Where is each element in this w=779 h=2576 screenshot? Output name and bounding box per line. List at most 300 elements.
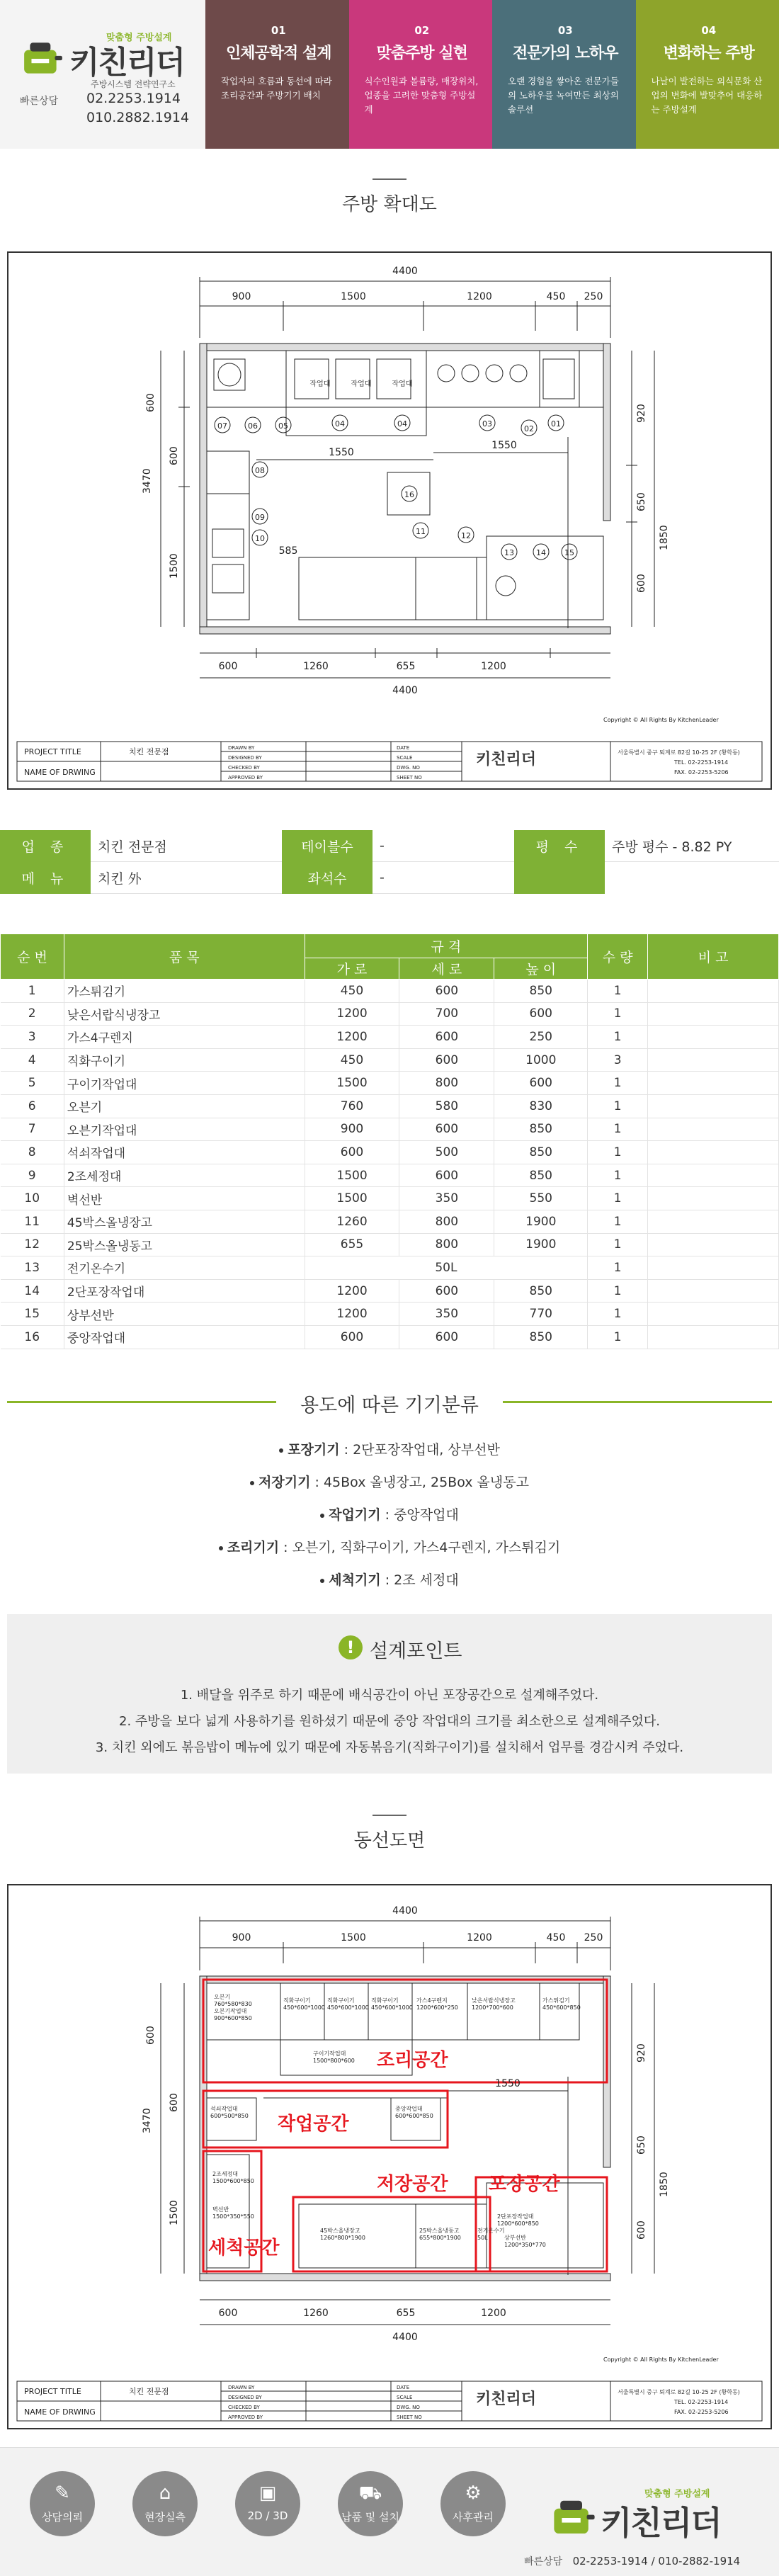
cell-name: 45박스올냉장고 [64,1210,305,1233]
cell-note [648,1187,779,1210]
spec-seats-label: 좌석수 [282,862,373,894]
cell-depth: 600 [399,1048,494,1072]
table-row [1,1118,779,1141]
marker-08: 08 [255,466,265,475]
feature-number: 04 [701,24,717,37]
cell-spec: 50L [305,1256,588,1280]
spec-menu-value: 치킨 外 [91,862,282,894]
cell-width: 450 [305,1048,399,1072]
cell-name: 전기온수기 [64,1256,305,1280]
cell-no: 13 [1,1256,64,1280]
flow-tb-dwg-no: DWG. NO [397,2405,420,2410]
spec-industry-label: 업 종 [0,830,91,862]
feature-card-1 [205,0,349,149]
flow-label-upper-shelf: 상부선반 1200*350*770 [504,2235,546,2248]
cell-note [648,1210,779,1233]
spec-tables-label: 테이블수 [282,830,373,862]
cell-name: 상부선반 [64,1303,305,1326]
section-divider [373,1815,406,1816]
cell-width: 1500 [305,1164,399,1187]
flow-dim-bottom-4: 1200 [481,2308,506,2319]
table-row [1,1094,779,1118]
cell-name: 오븐기 [64,1094,305,1118]
bullet-icon [320,1514,324,1518]
kitchen-plan-svg [8,253,771,788]
spec-tables-value: - [373,830,514,862]
usage-item [0,1466,779,1499]
cell-name: 낮은서랍식냉장고 [64,1002,305,1026]
logo-icon [551,2495,598,2541]
flow-dim-right-2: 650 [636,2135,647,2155]
cell-name: 벽선반 [64,1187,305,1210]
phone-number-1[interactable]: 02.2253.1914 [86,91,181,106]
cell-no: 3 [1,1026,64,1049]
usage-header [0,1388,779,1417]
tb-fax: FAX. 02-2253-5206 [674,769,729,776]
cell-depth: 700 [399,1002,494,1026]
footer-consult-button[interactable] [30,2471,95,2536]
cell-width: 1200 [305,1279,399,1303]
cell-height: 850 [494,1164,588,1187]
usage-item [0,1564,779,1596]
tb-tel: TEL. 02-2253-1914 [674,759,729,766]
footer-measure-button[interactable] [132,2471,198,2536]
section-title-usage: 용도에 따른 기기분류 [300,1395,479,1417]
cell-qty: 1 [588,1118,648,1141]
feature-desc: 나날이 발전하는 외식문화 산업의 변화에 발맞추어 대응하는 주방설계 [651,76,763,115]
cell-height: 850 [494,1141,588,1164]
marker-04b: 04 [335,419,345,429]
tb-designed-by: DESIGNED BY [228,755,262,761]
cell-width: 1260 [305,1210,399,1233]
phone-number-2[interactable]: 010.2882.1914 [86,110,190,125]
cell-qty: 1 [588,1026,648,1049]
footer-2d3d-button[interactable] [235,2471,300,2536]
cell-depth: 350 [399,1303,494,1326]
cell-note [648,1256,779,1280]
usage-item [0,1499,779,1531]
footer-button-label: 사후관리 [453,2511,494,2524]
flow-tb-checked-by: CHECKED BY [228,2405,260,2410]
dim-top-2: 1500 [341,291,366,302]
dim-1550-left: 1550 [329,447,354,458]
flow-tb-designed-by: DESIGNED BY [228,2395,262,2400]
feature-card-2 [349,0,493,149]
cell-name: 직화구이기 [64,1048,305,1072]
flow-dim-bottom-1: 600 [218,2308,238,2319]
flow-dim-left-1: 600 [145,2026,157,2045]
cell-width: 1500 [305,1187,399,1210]
flow-dim-right-4: 600 [636,2220,647,2240]
footer-phone-label: 빠른상담 [524,2556,563,2568]
feature-title: 전문가의 노하우 [513,45,618,62]
cell-note [648,1094,779,1118]
cell-no: 1 [1,980,64,1003]
flow-dim-right-1: 920 [636,2043,647,2062]
table-row [1,1072,779,1095]
marker-16: 16 [404,490,414,499]
cell-depth: 600 [399,1325,494,1349]
cell-name: 2조세정대 [64,1164,305,1187]
cell-no: 16 [1,1325,64,1349]
usage-key: 세척기기 [329,1572,381,1588]
cell-width: 1200 [305,1303,399,1326]
cell-width: 1500 [305,1072,399,1095]
feature-number: 01 [271,24,286,37]
monitor-icon: ▣ [258,2483,277,2504]
cell-height: 550 [494,1187,588,1210]
bullet-icon [320,1579,324,1583]
dim-left-2: 600 [169,446,180,465]
flow-dim-left-3: 1500 [169,2200,180,2225]
col-no: 순 번 [1,934,64,980]
cell-name: 가스튀김기 [64,980,305,1003]
flow-tb-brand-name: 키친리더 [476,2390,537,2408]
cell-no: 9 [1,1164,64,1187]
flow-label-freezer25: 25박스올냉동고 655*800*1900 [419,2228,461,2241]
flow-dim-top-2: 1500 [341,1932,366,1944]
feature-title: 맞춤주방 실현 [376,45,467,62]
tb-project-title-label: PROJECT TITLE [24,747,81,756]
zone-label-storage: 저장공간 [377,2174,448,2195]
flow-plan-drawing [7,1884,772,2429]
feature-title: 변화하는 주방 [663,45,754,62]
dim-top-1: 900 [232,291,251,302]
cell-depth: 800 [399,1210,494,1233]
spec-empty-cell [514,862,605,894]
flow-dim-top-4: 450 [546,1932,566,1944]
usage-value: : 오븐기, 직화구이기, 가스4구렌지, 가스튀김기 [279,1540,561,1555]
cell-no: 10 [1,1187,64,1210]
table-row [1,1256,779,1280]
footer-brand [545,2483,758,2561]
tb-brand-name: 키친리더 [476,751,537,768]
marker-01: 01 [551,419,561,429]
cell-depth: 580 [399,1094,494,1118]
dim-total-bottom: 4400 [392,685,418,696]
flow-label-pack-table: 2단포장작업대 1200*600*850 [497,2213,539,2227]
col-qty: 수 량 [588,934,648,980]
dim-left-total: 3470 [142,468,153,494]
exclamation-icon: ! [339,1635,363,1659]
cell-no: 8 [1,1141,64,1164]
table-row [1,1210,779,1233]
col-height: 높 이 [494,958,588,980]
cell-name: 가스4구렌지 [64,1026,305,1049]
feature-card-3 [492,0,636,149]
section-title-flow: 동선도면 [353,1830,426,1851]
cell-qty: 1 [588,1164,648,1187]
equipment-table [0,934,779,1349]
flow-dim-left-total: 3470 [142,2108,153,2133]
dim-bottom-3: 655 [396,661,416,672]
table-row [1,1233,779,1256]
usage-value: : 중앙작업대 [380,1507,459,1523]
cell-name: 오븐기작업대 [64,1118,305,1141]
zone-label-wash: 세척공간 [208,2237,280,2259]
table-row [1,1279,779,1303]
marker-15: 15 [564,548,574,557]
flow-dim-bottom-2: 1260 [303,2308,329,2319]
cell-qty: 1 [588,980,648,1003]
marker-11: 11 [416,527,426,536]
tb-copyright: Copyright © All Rights By KitchenLeader [603,717,719,723]
spec-industry-value: 치킨 전문점 [91,830,282,862]
cell-no: 15 [1,1303,64,1326]
flow-label-grill-table: 구이기작업대 1500*800*600 [313,2050,355,2064]
flow-dim-1550: 1550 [495,2078,521,2089]
usage-key: 작업기기 [329,1507,381,1523]
marker-14: 14 [536,548,546,557]
bullet-icon [250,1481,254,1485]
cell-height: 600 [494,1072,588,1095]
dim-top-5: 250 [584,291,603,302]
footer-brand-name[interactable]: 키친리더 [601,2504,721,2542]
flow-tb-drawn-by: DRAWN BY [228,2385,255,2390]
cell-height: 850 [494,980,588,1003]
dim-total-top: 4400 [392,266,418,277]
flow-label-range: 가스4구렌지 1200*600*250 [416,1997,458,2011]
flow-label-sink: 2조세정대 1500*600*850 [212,2171,254,2184]
dim-bottom-4: 1200 [481,661,506,672]
cell-note [648,1164,779,1187]
footer-phone [524,2554,772,2568]
usage-key: 포장기기 [288,1442,340,1458]
cell-depth: 600 [399,1164,494,1187]
flow-tb-approved-by: APPROVED BY [228,2415,263,2420]
tb-scale: SCALE [397,755,413,761]
cell-no: 6 [1,1094,64,1118]
flow-label-fridge45: 45박스올냉장고 1260*800*1900 [320,2228,365,2241]
section-divider [373,178,406,180]
table-row [1,1002,779,1026]
dim-right-2: 650 [636,492,647,511]
tb-address: 서울특별시 중구 퇴계로 82길 10-25 2F (황학동) [618,749,740,756]
cell-depth: 800 [399,1072,494,1095]
kitchen-plan-drawing [7,251,772,790]
brand-subtitle: 주방시스템 전략연구소 [91,79,176,89]
cell-note [648,1026,779,1049]
footer-install-button[interactable] [338,2471,403,2536]
cell-qty: 1 [588,1256,648,1280]
usage-key: 조리기기 [227,1540,280,1555]
tb-drawing-name-label: NAME OF DRWING [24,768,96,777]
brand-tagline: 맞춤형 주방설계 [106,33,172,43]
flow-label-grill3: 직화구이기 450*600*1000 [371,1997,413,2011]
usage-value: : 2단포장작업대, 상부선반 [339,1442,500,1458]
marker-10: 10 [255,534,265,543]
header [0,0,779,149]
cell-qty: 1 [588,1187,648,1210]
flow-dim-left-2: 600 [169,2093,180,2112]
dim-right-4: 600 [636,574,647,593]
brand-name[interactable]: 키친리더 [69,45,185,81]
point-2: 2. 주방을 보다 넓게 사용하기를 원하셨기 때문에 중앙 작업대의 크기를 최소한으로 설계해주었다. [119,1714,660,1729]
dim-right-3: 1850 [659,525,670,550]
wrench-icon: ⚙ [465,2483,482,2504]
dim-top-4: 450 [546,291,566,302]
cell-width: 655 [305,1233,399,1256]
cell-width: 600 [305,1325,399,1349]
design-points [7,1614,772,1774]
tb-sheet-no: SHEET NO [397,775,422,781]
flow-label-wall-shelf: 벽선반 1500*350*550 [212,2206,254,2220]
flow-tb-fax: FAX. 02-2253-5206 [674,2409,729,2415]
tb-drawn-by: DRAWN BY [228,745,255,751]
flow-tb-drawing-name-label: NAME OF DRWING [24,2407,96,2417]
flow-tb-project-title-label: PROJECT TITLE [24,2387,81,2396]
grill-label-1: 작업대 [309,380,331,388]
usage-key: 저장기기 [258,1475,311,1490]
point-3: 3. 치킨 외에도 볶음밥이 메뉴에 있기 때문에 자동볶음기(직화구이기)를 설치해서 업무를 경감시켜 주었다. [95,1740,684,1755]
grill-label-2: 작업대 [351,380,372,388]
usage-value: : 45Box 올냉장고, 25Box 올냉동고 [310,1475,529,1490]
cell-no: 11 [1,1210,64,1233]
tb-dwg-no: DWG. NO [397,765,420,771]
flow-dim-right-3: 1850 [659,2172,670,2197]
cell-note [648,1141,779,1164]
feature-number: 03 [557,24,573,37]
brand-panel [0,0,205,149]
flow-tb-copyright: Copyright © All Rights By KitchenLeader [603,2356,719,2363]
equipment-table-body [1,980,779,1349]
cell-width: 900 [305,1118,399,1141]
cell-note [648,1048,779,1072]
tb-approved-by: APPROVED BY [228,775,263,781]
marker-03: 03 [482,419,492,429]
dim-585: 585 [278,545,298,557]
cell-note [648,1303,779,1326]
footer-button-label: 납품 및 설치 [341,2511,399,2524]
cell-note [648,1325,779,1349]
cell-no: 14 [1,1279,64,1303]
flow-label-grate-table: 석쇠작업대 600*500*850 [210,2106,249,2119]
bullet-icon [279,1448,283,1453]
cell-note [648,1233,779,1256]
table-row [1,1048,779,1072]
feature-title: 인체공학적 설계 [226,45,331,62]
tb-project-title: 치킨 전문점 [129,747,169,756]
table-row [1,1303,779,1326]
cell-no: 4 [1,1048,64,1072]
cell-width: 1200 [305,1026,399,1049]
flow-dim-top-3: 1200 [467,1932,492,1944]
cell-qty: 1 [588,1303,648,1326]
feature-desc: 식수인원과 볼륨량, 매장위치, 업종을 고려한 맞춤형 주방설계 [364,76,479,115]
cell-qty: 1 [588,1233,648,1256]
cell-depth: 800 [399,1233,494,1256]
dim-left-3: 1500 [169,553,180,579]
cell-depth: 600 [399,1026,494,1049]
tb-date: DATE [397,745,410,751]
section-title-points: 설계포인트 [370,1640,462,1662]
flow-label-oven: 오븐기 760*580*830 오븐기작업대 900*600*850 [214,1994,252,2021]
flow-label-grill2: 직화구이기 450*600*1000 [327,1997,369,2011]
zone-label-work: 작업공간 [278,2113,349,2135]
cell-height: 600 [494,1002,588,1026]
flow-tb-project-title: 치킨 전문점 [129,2387,169,2396]
cell-height: 770 [494,1303,588,1326]
usage-value: : 2조 세정대 [380,1572,459,1588]
cell-height: 850 [494,1118,588,1141]
usage-item [0,1434,779,1466]
cell-qty: 3 [588,1048,648,1072]
cell-name: 25박스올냉동고 [64,1233,305,1256]
footer-button-label: 2D / 3D [247,2509,288,2522]
logo-icon [21,37,65,81]
cell-depth: 500 [399,1141,494,1164]
marker-02: 02 [524,424,534,433]
spec-area-label: 평 수 [514,830,605,862]
table-row [1,1325,779,1349]
cell-note [648,1279,779,1303]
grill-label-3: 작업대 [392,380,413,388]
cell-height: 830 [494,1094,588,1118]
flow-plan-svg [8,1885,771,2428]
bullet-icon [219,1546,223,1550]
house-icon: ⌂ [159,2483,171,2504]
cell-note [648,980,779,1003]
flow-dim-bottom-3: 655 [396,2308,416,2319]
cell-width: 1200 [305,1002,399,1026]
spec-menu-label: 메 뉴 [0,862,91,894]
dim-1550-right: 1550 [491,440,517,451]
marker-13: 13 [504,548,514,557]
flow-tb-tel: TEL. 02-2253-1914 [674,2399,729,2405]
flow-dim-total-top: 4400 [392,1905,418,1917]
point-1: 1. 배달을 위주로 하기 때문에 배식공간이 아닌 포장공간으로 설계해주었다. [180,1688,599,1703]
col-width: 가 로 [305,958,399,980]
usage-item [0,1531,779,1564]
flow-tb-scale: SCALE [397,2395,413,2400]
marker-12: 12 [461,531,471,540]
feature-desc: 작업자의 흐름과 동선에 따라 조리공간과 주방기기 배치 [221,76,332,101]
dim-bottom-2: 1260 [303,661,329,672]
footer-button-label: 현장실측 [144,2511,186,2524]
cell-height: 1900 [494,1233,588,1256]
cell-depth: 600 [399,980,494,1003]
marker-09: 09 [255,513,265,522]
cell-no: 2 [1,1002,64,1026]
flow-label-fridge-low: 낮은서랍식냉장고 1200*700*600 [472,1997,516,2011]
col-spec: 규 격 [305,934,588,958]
cell-height: 1000 [494,1048,588,1072]
footer-button-label: 상담의뢰 [42,2511,83,2524]
cell-depth: 600 [399,1118,494,1141]
flow-label-center-table: 중앙작업대 600*600*850 [395,2106,433,2119]
flow-label-heater: 전기온수기 50L [477,2228,505,2241]
footer-aftercare-button[interactable] [440,2471,506,2536]
cell-qty: 1 [588,1141,648,1164]
phone-label: 빠른상담 [20,96,59,107]
dim-left-1: 600 [145,393,157,412]
feature-desc: 오랜 경험을 쌓아온 전문가들의 노하우를 녹여만든 최상의 솔루션 [508,76,619,115]
feature-card-4 [636,0,779,149]
cell-height: 250 [494,1026,588,1049]
cell-no: 7 [1,1118,64,1141]
spec-table [0,830,779,894]
table-row [1,1141,779,1164]
cell-note [648,1118,779,1141]
dim-bottom-1: 600 [218,661,238,672]
table-row [1,1026,779,1049]
table-row [1,1164,779,1187]
marker-07: 07 [217,421,227,431]
cell-qty: 1 [588,1210,648,1233]
flow-label-fryer: 가스튀김기 450*600*850 [542,1997,581,2011]
flow-tb-date: DATE [397,2385,410,2390]
footer-phone-number[interactable]: 02-2253-1914 / 010-2882-1914 [572,2555,741,2568]
